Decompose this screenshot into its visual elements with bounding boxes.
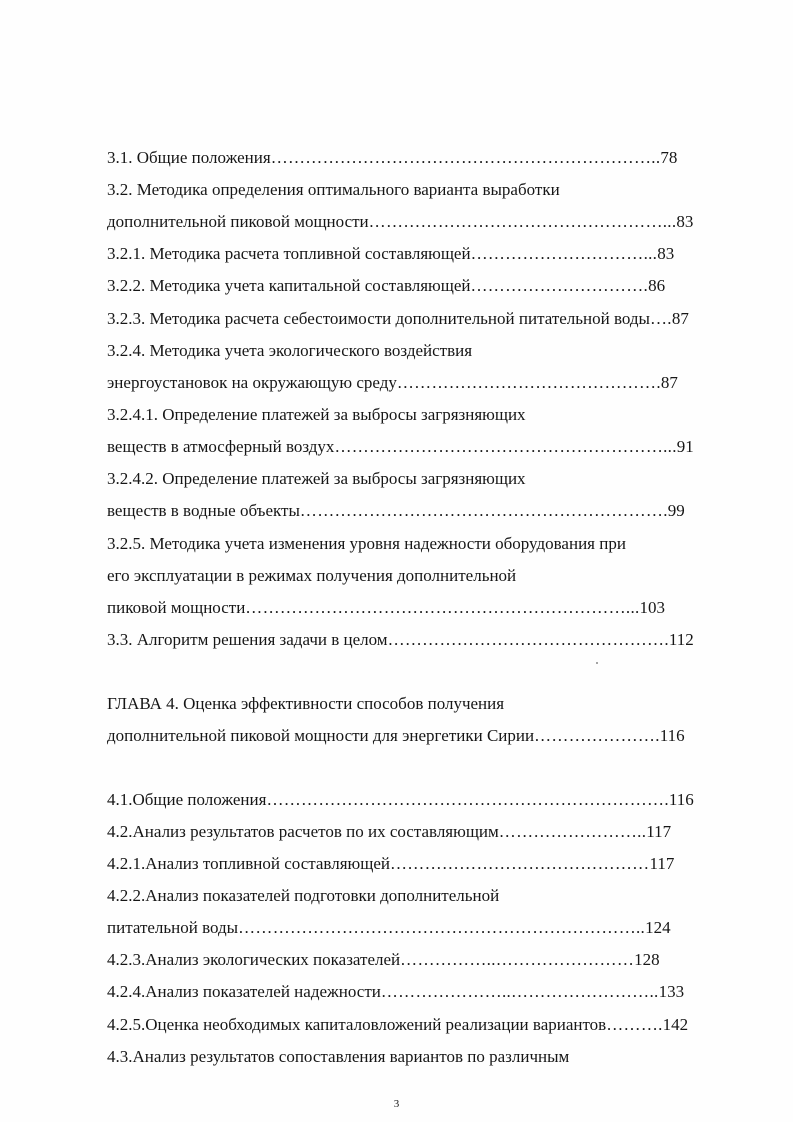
toc-title: 3.2.4.2. Определение платежей за выбросы загрязняющих bbox=[107, 469, 526, 488]
toc-title: веществ в атмосферный воздух bbox=[107, 437, 335, 456]
toc-dots: …. bbox=[649, 309, 672, 328]
toc-title: ГЛАВА 4. Оценка эффективности способов получения bbox=[107, 694, 505, 713]
toc-dots: ………………………………………………………….. bbox=[270, 148, 661, 167]
toc-line bbox=[107, 308, 689, 330]
toc-line bbox=[107, 885, 499, 907]
toc-title: 3.2.2. Методика учета капитальной составляющей bbox=[107, 276, 471, 295]
toc-dots: …………………………... bbox=[470, 244, 658, 263]
toc-page: 112 bbox=[668, 630, 694, 649]
toc-dots: ………………………………………………………. bbox=[299, 501, 668, 520]
toc-page: 103 bbox=[639, 598, 666, 617]
toc-title: 3.2. Методика определения оптимального варианта выработки bbox=[107, 180, 560, 199]
toc-title: 4.2.2.Анализ показателей подготовки дополнительной bbox=[107, 886, 500, 905]
page-number: 3 bbox=[393, 1098, 400, 1110]
toc-title: 3.2.1. Методика расчета топливной составляющей bbox=[107, 244, 471, 263]
toc-line bbox=[107, 404, 526, 426]
toc-page: 99 bbox=[667, 501, 685, 520]
toc-title: 3.2.4. Методика учета экологического воздействия bbox=[107, 341, 473, 360]
toc-line bbox=[107, 147, 677, 169]
toc-page: 116 bbox=[659, 726, 685, 745]
toc-page: 78 bbox=[660, 148, 678, 167]
toc-title: дополнительной пиковой мощности для энергетики Сирии bbox=[107, 726, 535, 745]
toc-page: 116 bbox=[668, 790, 694, 809]
toc-dots: …………………………. bbox=[470, 276, 649, 295]
toc-line bbox=[107, 211, 693, 233]
toc-line bbox=[107, 243, 674, 265]
toc-dots: …………………………………………. bbox=[387, 630, 669, 649]
toc-dots: ……………………………………… bbox=[389, 854, 650, 873]
toc-dots: …………………. bbox=[534, 726, 660, 745]
toc-dots: …………………………………………………………... bbox=[245, 598, 640, 617]
toc-line bbox=[107, 853, 674, 875]
toc-title: энергоустановок на окружающую среду bbox=[107, 373, 397, 392]
toc-title: дополнительной пиковой мощности bbox=[107, 212, 369, 231]
toc-line bbox=[107, 629, 694, 651]
toc-dots: ……………..…………………… bbox=[400, 950, 635, 969]
toc-line bbox=[107, 179, 560, 201]
toc-page: 87 bbox=[660, 373, 678, 392]
toc-dots: …………………….. bbox=[498, 822, 647, 841]
toc-page: 133 bbox=[658, 982, 685, 1001]
toc-line bbox=[107, 565, 516, 587]
toc-line bbox=[107, 821, 671, 843]
toc-line bbox=[107, 533, 626, 555]
toc-page: 128 bbox=[634, 950, 660, 969]
toc-line bbox=[107, 917, 671, 939]
toc-dots: …………………………………………………... bbox=[334, 437, 677, 456]
toc-page: 124 bbox=[645, 918, 671, 937]
toc-line bbox=[107, 500, 685, 522]
toc-title: 3.2.5. Методика учета изменения уровня надежности оборудования при bbox=[107, 534, 626, 553]
toc-title: 3.3. Алгоритм решения задачи в целом bbox=[107, 630, 388, 649]
toc-page: 83 bbox=[657, 244, 675, 263]
toc-title: 3.1. Общие положения bbox=[107, 148, 271, 167]
toc-title: веществ в водные объекты bbox=[107, 501, 300, 520]
toc-line bbox=[107, 468, 526, 490]
toc-dots: ……………………………………………... bbox=[368, 212, 677, 231]
toc-line bbox=[107, 981, 684, 1003]
toc-line bbox=[107, 949, 660, 971]
toc-title: 3.2.3. Методика расчета себестоимости дополнительной питательной воды bbox=[107, 309, 650, 328]
chapter-heading bbox=[107, 693, 504, 715]
toc-line bbox=[107, 372, 678, 394]
toc-title: 4.2.5.Оценка необходимых капиталовложений реализации вариантов bbox=[107, 1015, 607, 1034]
toc-line bbox=[107, 789, 694, 811]
toc-page: 87 bbox=[671, 309, 689, 328]
toc-page: 91 bbox=[676, 437, 694, 456]
toc-page: 83 bbox=[676, 212, 694, 231]
toc-line bbox=[107, 597, 665, 619]
toc-title: пиковой мощности bbox=[107, 598, 246, 617]
toc-dots: …………………..…………………….. bbox=[380, 982, 659, 1001]
toc-dots: ………………………………………. bbox=[396, 373, 661, 392]
toc-page: 86 bbox=[648, 276, 666, 295]
toc-dots: ……………………………………………………………. bbox=[266, 790, 669, 809]
toc-title: 4.2.1.Анализ топливной составляющей bbox=[107, 854, 390, 873]
scan-speck bbox=[596, 662, 598, 664]
toc-line bbox=[107, 275, 665, 297]
toc-page: 142 bbox=[662, 1015, 689, 1034]
toc-title: питательной воды bbox=[107, 918, 239, 937]
toc-title: 4.3.Анализ результатов сопоставления вариантов по различным bbox=[107, 1047, 570, 1066]
toc-title: его эксплуатации в режимах получения дополнительной bbox=[107, 566, 517, 585]
toc-title: 3.2.4.1. Определение платежей за выбросы загрязняющих bbox=[107, 405, 526, 424]
toc-page: 117 bbox=[649, 854, 675, 873]
toc-dots: ………. bbox=[606, 1015, 663, 1034]
toc-line bbox=[107, 1046, 569, 1068]
toc-line bbox=[107, 1014, 688, 1036]
toc-title: 4.2.Анализ результатов расчетов по их составляющим bbox=[107, 822, 499, 841]
toc-title: 4.2.4.Анализ показателей надежности bbox=[107, 982, 381, 1001]
toc-line bbox=[107, 340, 472, 362]
toc-line bbox=[107, 436, 694, 458]
toc-dots: …………………………………………………………….. bbox=[238, 918, 646, 937]
toc-title: 4.1.Общие положения bbox=[107, 790, 267, 809]
toc-line bbox=[107, 725, 685, 747]
toc-page: 117 bbox=[646, 822, 672, 841]
toc-title: 4.2.3.Анализ экологических показателей bbox=[107, 950, 401, 969]
